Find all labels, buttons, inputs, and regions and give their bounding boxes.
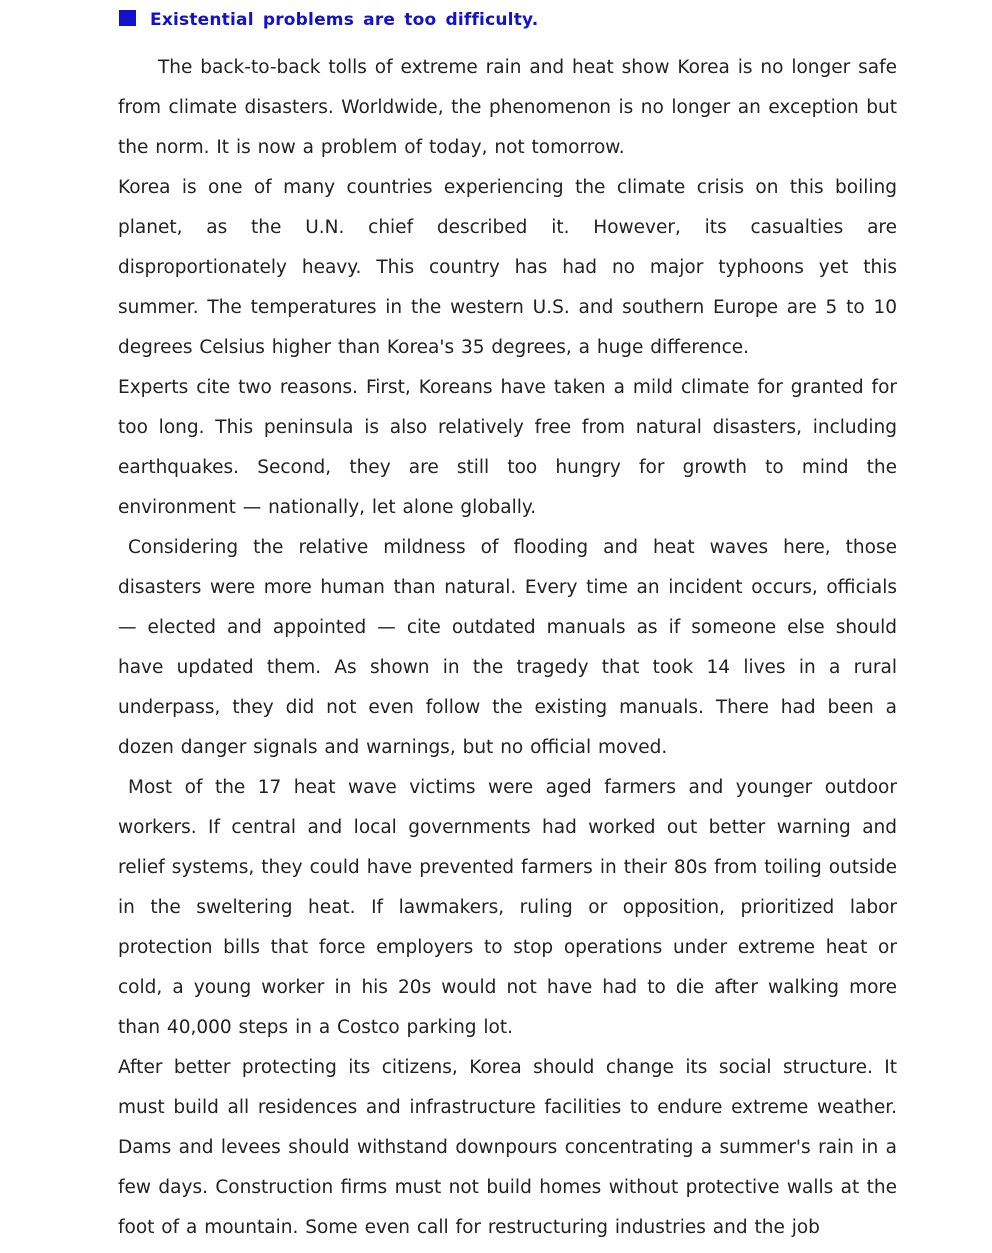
square-bullet-icon — [119, 10, 136, 26]
section-heading-text: Existential problems are too difficulty. — [150, 10, 539, 30]
article-body — [118, 48, 897, 1248]
paragraph-2: Korea is one of many countries experiencing the climate crisis on this boiling planet, as the U.N. chief described it. However, its casualties are disproportionately heavy. This country has had no major typhoons yet this summer. The temperatures in the western U.S. and southern Europe are 5 to 10 degrees Celsius higher than Korea's 35 degrees, a huge difference. — [118, 177, 897, 358]
paragraph-6: After better protecting its citizens, Korea should change its social structure. It must build all residences and infrastructure facilities to endure extreme weather. Dams and levees should withstand downpours concentrating a summer's rain in a few days. Construction firms must not build homes without protective walls at the foot of a mountain. Some even call for restructuring industries and the job — [118, 1057, 897, 1238]
section-heading — [118, 0, 897, 40]
paragraph-4: Considering the relative mildness of flooding and heat waves here, those disasters were more human than natural. Every time an incident occurs, officials — elected and appointed — cite outdated manuals as if someone else should have updated them. As shown in the tragedy that took 14 lives in a rural underpass, they did not even follow the existing manuals. There had been a dozen danger signals and warnings, but no official moved. — [118, 537, 897, 758]
document-page — [118, 0, 897, 1248]
paragraph-5: Most of the 17 heat wave victims were aged farmers and younger outdoor workers. If central and local governments had worked out better warning and relief systems, they could have prevented farmers in their 80s from toiling outside in the sweltering heat. If lawmakers, ruling or opposition, prioritized labor protection bills that force employers to stop operations under extreme heat or cold, a young worker in his 20s would not have had to die after walking more than 40,000 steps in a Costco parking lot. — [118, 777, 897, 1038]
paragraph-1: The back-to-back tolls of extreme rain and heat show Korea is no longer safe from climate disasters. Worldwide, the phenomenon is no longer an exception but the norm. It is now a problem of today, not tomorrow. — [118, 57, 897, 158]
paragraph-3: Experts cite two reasons. First, Koreans have taken a mild climate for granted for too long. This peninsula is also relatively free from natural disasters, including earthquakes. Second, they are still too hungry for growth to mind the environment — nationally, let alone globally. — [118, 377, 897, 518]
